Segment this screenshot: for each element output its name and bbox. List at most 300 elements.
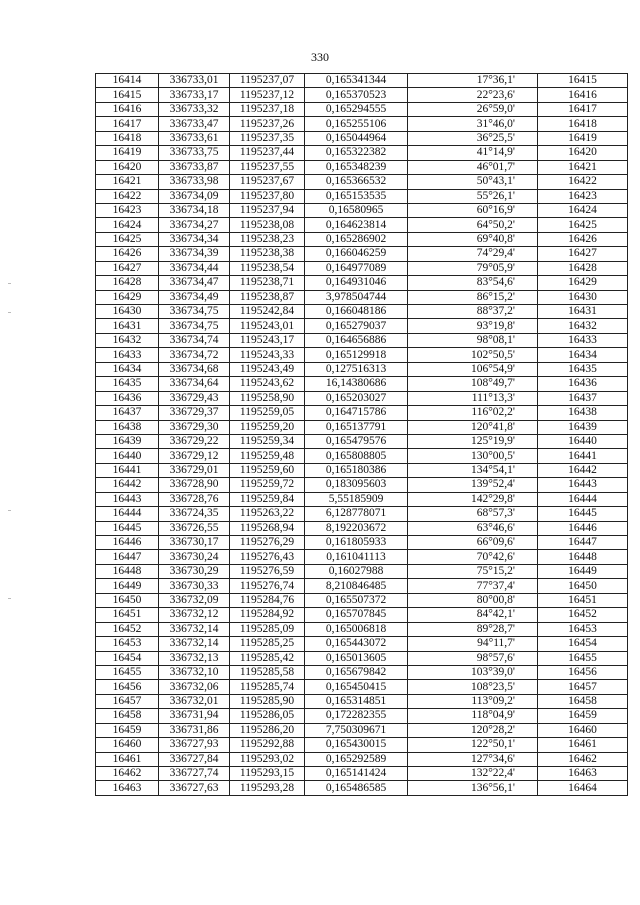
table-cell: 1195243,33: [230, 348, 305, 362]
table-cell: 98°08,1': [408, 333, 538, 347]
table-cell: 1195286,05: [230, 709, 305, 723]
table-row: [96, 449, 628, 463]
table-cell: 16425: [538, 218, 628, 232]
table-cell: 0,164623814: [305, 218, 408, 232]
table-cell: 336727,93: [159, 738, 230, 752]
table-row: [96, 189, 628, 203]
table-cell: 16434: [538, 348, 628, 362]
table-cell: 0,165443072: [305, 637, 408, 651]
table-cell: 336734,72: [159, 348, 230, 362]
table-cell: 336734,39: [159, 247, 230, 261]
table-cell: 16464: [538, 781, 628, 795]
table-cell: 16439: [538, 420, 628, 434]
table-cell: 60°16,9': [408, 203, 538, 217]
table-cell: 68°57,3': [408, 507, 538, 521]
table-cell: 336732,13: [159, 651, 230, 665]
table-row: [96, 348, 628, 362]
table-cell: 1195238,08: [230, 218, 305, 232]
table-cell: 336732,14: [159, 622, 230, 636]
table-cell: 0,165314851: [305, 694, 408, 708]
table-cell: 1195259,20: [230, 420, 305, 434]
table-cell: 1195293,02: [230, 752, 305, 766]
table-cell: 336728,90: [159, 478, 230, 492]
table-cell: 1195237,55: [230, 160, 305, 174]
table-cell: 1195243,01: [230, 319, 305, 333]
table-cell: 16443: [538, 478, 628, 492]
table-cell: 77°37,4': [408, 579, 538, 593]
table-cell: 16442: [96, 478, 159, 492]
table-cell: 0,165479576: [305, 434, 408, 448]
table-cell: 26°59,0': [408, 102, 538, 116]
table-cell: 1195237,18: [230, 102, 305, 116]
table-cell: 16433: [96, 348, 159, 362]
table-cell: 1195292,88: [230, 738, 305, 752]
table-cell: 120°41,8': [408, 420, 538, 434]
table-cell: 5,55185909: [305, 492, 408, 506]
table-cell: 1195276,74: [230, 579, 305, 593]
table-cell: 1195285,90: [230, 694, 305, 708]
table-cell: 0,165486585: [305, 781, 408, 795]
table-cell: 16437: [538, 391, 628, 405]
table-cell: 1195238,87: [230, 290, 305, 304]
table-cell: 0,165141424: [305, 767, 408, 781]
table-cell: 16446: [538, 521, 628, 535]
table-cell: 103°39,0': [408, 665, 538, 679]
table-cell: 16454: [538, 637, 628, 651]
table-cell: 16440: [96, 449, 159, 463]
table-cell: 16460: [538, 723, 628, 737]
table-cell: 16435: [538, 362, 628, 376]
table-row: [96, 767, 628, 781]
table-cell: 16445: [96, 521, 159, 535]
table-row: [96, 593, 628, 607]
table-row: [96, 203, 628, 217]
table-cell: 0,165013605: [305, 651, 408, 665]
table-cell: 336734,49: [159, 290, 230, 304]
table-cell: 336727,63: [159, 781, 230, 795]
table-row: [96, 694, 628, 708]
table-cell: 16414: [96, 74, 159, 88]
table-row: [96, 680, 628, 694]
table-row: [96, 117, 628, 131]
table-cell: 336734,09: [159, 189, 230, 203]
table-cell: 0,165507372: [305, 593, 408, 607]
table-cell: 16442: [538, 463, 628, 477]
table-cell: 16459: [538, 709, 628, 723]
table-cell: 16430: [96, 305, 159, 319]
table-row: [96, 420, 628, 434]
table-row: [96, 160, 628, 174]
table-cell: 111°13,3': [408, 391, 538, 405]
table-cell: 0,165450415: [305, 680, 408, 694]
table-cell: 16426: [96, 247, 159, 261]
table-cell: 64°50,2': [408, 218, 538, 232]
table-cell: 84°42,1': [408, 608, 538, 622]
table-cell: 336734,34: [159, 232, 230, 246]
table-cell: 16433: [538, 333, 628, 347]
table-cell: 16432: [538, 319, 628, 333]
table-cell: 1195276,29: [230, 536, 305, 550]
table-cell: 0,165294555: [305, 102, 408, 116]
table-cell: 336731,86: [159, 723, 230, 737]
table-cell: 0,165808805: [305, 449, 408, 463]
table-cell: 16450: [96, 593, 159, 607]
table-cell: 0,165129918: [305, 348, 408, 362]
table-cell: 0,165153535: [305, 189, 408, 203]
table-cell: 1195238,23: [230, 232, 305, 246]
table-cell: 1195259,05: [230, 406, 305, 420]
table-cell: 336733,98: [159, 175, 230, 189]
table-cell: 16429: [96, 290, 159, 304]
table-row: [96, 478, 628, 492]
table-cell: 16421: [538, 160, 628, 174]
table-cell: 16435: [96, 377, 159, 391]
table-cell: 1195242,84: [230, 305, 305, 319]
table-cell: 16451: [96, 608, 159, 622]
table-cell: 336733,61: [159, 131, 230, 145]
table-cell: 125°19,9': [408, 434, 538, 448]
table-cell: 16453: [96, 637, 159, 651]
table-cell: 98°57,6': [408, 651, 538, 665]
table-cell: 336734,75: [159, 305, 230, 319]
table-cell: 336733,32: [159, 102, 230, 116]
table-cell: 336729,43: [159, 391, 230, 405]
table-cell: 336733,75: [159, 146, 230, 160]
table-cell: 0,165430015: [305, 738, 408, 752]
table-cell: 16429: [538, 276, 628, 290]
table-row: [96, 102, 628, 116]
table-cell: 36°25,5': [408, 131, 538, 145]
table-cell: 122°50,1': [408, 738, 538, 752]
table-cell: 16428: [538, 261, 628, 275]
table-cell: 336729,37: [159, 406, 230, 420]
table-cell: 16415: [538, 74, 628, 88]
table-cell: 75°15,2': [408, 564, 538, 578]
table-cell: 336724,35: [159, 507, 230, 521]
table-cell: 336729,01: [159, 463, 230, 477]
table-cell: 0,165044964: [305, 131, 408, 145]
table-row: [96, 781, 628, 795]
table-cell: 16456: [538, 665, 628, 679]
table-cell: 102°50,5': [408, 348, 538, 362]
table-cell: 16449: [538, 564, 628, 578]
table-cell: 16455: [96, 665, 159, 679]
table-cell: 118°04,9': [408, 709, 538, 723]
table-cell: 16419: [538, 131, 628, 145]
table-cell: 1195285,42: [230, 651, 305, 665]
table-cell: 16462: [96, 767, 159, 781]
table-cell: 336734,18: [159, 203, 230, 217]
table-cell: 1195238,71: [230, 276, 305, 290]
table-row: [96, 406, 628, 420]
table-cell: 16425: [96, 232, 159, 246]
table-cell: 0,16027988: [305, 564, 408, 578]
table-cell: 46°01,7': [408, 160, 538, 174]
table-cell: 16427: [96, 261, 159, 275]
table-cell: 16426: [538, 232, 628, 246]
table-cell: 0,165322382: [305, 146, 408, 160]
table-row: [96, 434, 628, 448]
table-cell: 16453: [538, 622, 628, 636]
table-cell: 16461: [96, 752, 159, 766]
table-cell: 16459: [96, 723, 159, 737]
table-cell: 336727,74: [159, 767, 230, 781]
table-cell: 74°29,4': [408, 247, 538, 261]
table-cell: 336732,09: [159, 593, 230, 607]
table-cell: 336726,55: [159, 521, 230, 535]
page-number: 330: [311, 50, 329, 64]
table-cell: 16430: [538, 290, 628, 304]
table-cell: 0,165203027: [305, 391, 408, 405]
table-cell: 16446: [96, 536, 159, 550]
table-cell: 1195237,44: [230, 146, 305, 160]
table-cell: 336729,12: [159, 449, 230, 463]
table-cell: 0,161041113: [305, 550, 408, 564]
table-cell: 336727,84: [159, 752, 230, 766]
table-cell: 1195238,38: [230, 247, 305, 261]
table-cell: 16454: [96, 651, 159, 665]
table-cell: 0,165006818: [305, 622, 408, 636]
table-cell: 108°49,7': [408, 377, 538, 391]
table-row: [96, 709, 628, 723]
table-row: [96, 651, 628, 665]
table-cell: 16420: [96, 160, 159, 174]
table-cell: 1195243,62: [230, 377, 305, 391]
table-cell: 66°09,6': [408, 536, 538, 550]
table-row: [96, 608, 628, 622]
table-cell: 16463: [96, 781, 159, 795]
table-row: [96, 305, 628, 319]
table-cell: 16451: [538, 593, 628, 607]
table-cell: 16460: [96, 738, 159, 752]
table-cell: 0,165348239: [305, 160, 408, 174]
table-row: [96, 333, 628, 347]
table-cell: 1195258,90: [230, 391, 305, 405]
table-cell: 0,16580965: [305, 203, 408, 217]
table-cell: 1195276,59: [230, 564, 305, 578]
table-cell: 336734,75: [159, 319, 230, 333]
margin-mark: [8, 510, 11, 511]
table-row: [96, 492, 628, 506]
table-cell: 336732,06: [159, 680, 230, 694]
table-cell: 16415: [96, 88, 159, 102]
table-cell: 55°26,1': [408, 189, 538, 203]
table-row: [96, 74, 628, 88]
table-cell: 336732,01: [159, 694, 230, 708]
table-cell: 0,127516313: [305, 362, 408, 376]
table-cell: 336733,87: [159, 160, 230, 174]
table-cell: 16436: [538, 377, 628, 391]
table-cell: 16422: [538, 175, 628, 189]
table-cell: 127°34,6': [408, 752, 538, 766]
table-row: [96, 536, 628, 550]
table-cell: 1195285,58: [230, 665, 305, 679]
table-cell: 0,165292589: [305, 752, 408, 766]
table-row: [96, 175, 628, 189]
table-cell: 16449: [96, 579, 159, 593]
table-cell: 1195237,67: [230, 175, 305, 189]
table-cell: 336732,10: [159, 665, 230, 679]
table-cell: 7,750309671: [305, 723, 408, 737]
table-cell: 16438: [538, 406, 628, 420]
table-cell: 1195268,94: [230, 521, 305, 535]
table-cell: 16428: [96, 276, 159, 290]
table-cell: 1195237,26: [230, 117, 305, 131]
table-cell: 16452: [538, 608, 628, 622]
table-cell: 16419: [96, 146, 159, 160]
table-cell: 142°29,8': [408, 492, 538, 506]
table-cell: 16447: [96, 550, 159, 564]
table-cell: 16416: [538, 88, 628, 102]
table-cell: 16448: [96, 564, 159, 578]
table-cell: 16,14380686: [305, 377, 408, 391]
table-row: [96, 622, 628, 636]
table-cell: 0,165707845: [305, 608, 408, 622]
table-cell: 336732,12: [159, 608, 230, 622]
table-cell: 336729,22: [159, 434, 230, 448]
table-cell: 16441: [96, 463, 159, 477]
table-row: [96, 665, 628, 679]
table-cell: 6,128778071: [305, 507, 408, 521]
table-cell: 113°09,2': [408, 694, 538, 708]
table-cell: 336733,47: [159, 117, 230, 131]
table-cell: 80°00,8': [408, 593, 538, 607]
table-cell: 16444: [538, 492, 628, 506]
table-cell: 336730,24: [159, 550, 230, 564]
table-cell: 1195259,60: [230, 463, 305, 477]
table-cell: 1195243,17: [230, 333, 305, 347]
table-row: [96, 362, 628, 376]
table-cell: 16437: [96, 406, 159, 420]
table-cell: 0,164656886: [305, 333, 408, 347]
table-row: [96, 232, 628, 246]
table-cell: 134°54,1': [408, 463, 538, 477]
table-cell: 16452: [96, 622, 159, 636]
table-cell: 16424: [96, 218, 159, 232]
table-cell: 1195285,09: [230, 622, 305, 636]
table-cell: 1195286,20: [230, 723, 305, 737]
table-cell: 1195259,34: [230, 434, 305, 448]
table-cell: 16443: [96, 492, 159, 506]
table-cell: 1195276,43: [230, 550, 305, 564]
table-cell: 83°54,6': [408, 276, 538, 290]
table-cell: 0,165180386: [305, 463, 408, 477]
table-row: [96, 261, 628, 275]
table-cell: 1195284,92: [230, 608, 305, 622]
table-cell: 106°54,9': [408, 362, 538, 376]
table-cell: 16424: [538, 203, 628, 217]
table-cell: 94°11,7': [408, 637, 538, 651]
table-cell: 16457: [96, 694, 159, 708]
table-cell: 16441: [538, 449, 628, 463]
margin-mark: [8, 312, 11, 313]
table-cell: 86°15,2': [408, 290, 538, 304]
table-cell: 16439: [96, 434, 159, 448]
table-row: [96, 579, 628, 593]
table-body: [96, 74, 628, 796]
table-cell: 1195263,22: [230, 507, 305, 521]
table-cell: 120°28,2': [408, 723, 538, 737]
table-cell: 70°42,6': [408, 550, 538, 564]
table-cell: 16448: [538, 550, 628, 564]
table-cell: 0,165679842: [305, 665, 408, 679]
margin-mark: [8, 598, 11, 599]
table-cell: 16458: [538, 694, 628, 708]
table-cell: 63°46,6': [408, 521, 538, 535]
table-cell: 16431: [538, 305, 628, 319]
table-cell: 16463: [538, 767, 628, 781]
table-cell: 336734,74: [159, 333, 230, 347]
table-cell: 1195293,15: [230, 767, 305, 781]
table-cell: 136°56,1': [408, 781, 538, 795]
table-cell: 132°22,4': [408, 767, 538, 781]
table-cell: 16423: [538, 189, 628, 203]
table-row: [96, 637, 628, 651]
table-cell: 336734,64: [159, 377, 230, 391]
table-cell: 31°46,0': [408, 117, 538, 131]
table-cell: 89°28,7': [408, 622, 538, 636]
table-cell: 0,165370523: [305, 88, 408, 102]
table-cell: 336730,17: [159, 536, 230, 550]
table-row: [96, 247, 628, 261]
table-row: [96, 723, 628, 737]
table-cell: 16421: [96, 175, 159, 189]
table-cell: 0,166046259: [305, 247, 408, 261]
table-cell: 16431: [96, 319, 159, 333]
table-cell: 1195237,07: [230, 74, 305, 88]
table-cell: 336729,30: [159, 420, 230, 434]
table-cell: 16436: [96, 391, 159, 405]
table-cell: 1195285,74: [230, 680, 305, 694]
table-cell: 16418: [538, 117, 628, 131]
table-cell: 1195237,12: [230, 88, 305, 102]
table-cell: 93°19,8': [408, 319, 538, 333]
table-cell: 1195259,48: [230, 449, 305, 463]
table-cell: 17°36,1': [408, 74, 538, 88]
table-cell: 69°40,8': [408, 232, 538, 246]
table-row: [96, 377, 628, 391]
table-cell: 16445: [538, 507, 628, 521]
table-cell: 16457: [538, 680, 628, 694]
table-cell: 1195237,94: [230, 203, 305, 217]
table-row: [96, 463, 628, 477]
table-cell: 16455: [538, 651, 628, 665]
table-row: [96, 276, 628, 290]
table-cell: 0,164715786: [305, 406, 408, 420]
table-row: [96, 290, 628, 304]
table-cell: 22°23,6': [408, 88, 538, 102]
table-cell: 0,165341344: [305, 74, 408, 88]
table-cell: 1195293,28: [230, 781, 305, 795]
table-cell: 50°43,1': [408, 175, 538, 189]
table-cell: 1195238,54: [230, 261, 305, 275]
coordinate-table: [95, 73, 628, 796]
table-cell: 0,164931046: [305, 276, 408, 290]
table-cell: 336734,27: [159, 218, 230, 232]
table-cell: 336730,29: [159, 564, 230, 578]
table-row: [96, 218, 628, 232]
table-cell: 1195284,76: [230, 593, 305, 607]
table-cell: 1195243,49: [230, 362, 305, 376]
table-cell: 1195259,72: [230, 478, 305, 492]
table-row: [96, 752, 628, 766]
table-cell: 336734,68: [159, 362, 230, 376]
table-cell: 79°05,9': [408, 261, 538, 275]
table-cell: 1195285,25: [230, 637, 305, 651]
table-cell: 1195237,35: [230, 131, 305, 145]
table-cell: 8,192203672: [305, 521, 408, 535]
table-cell: 139°52,4': [408, 478, 538, 492]
